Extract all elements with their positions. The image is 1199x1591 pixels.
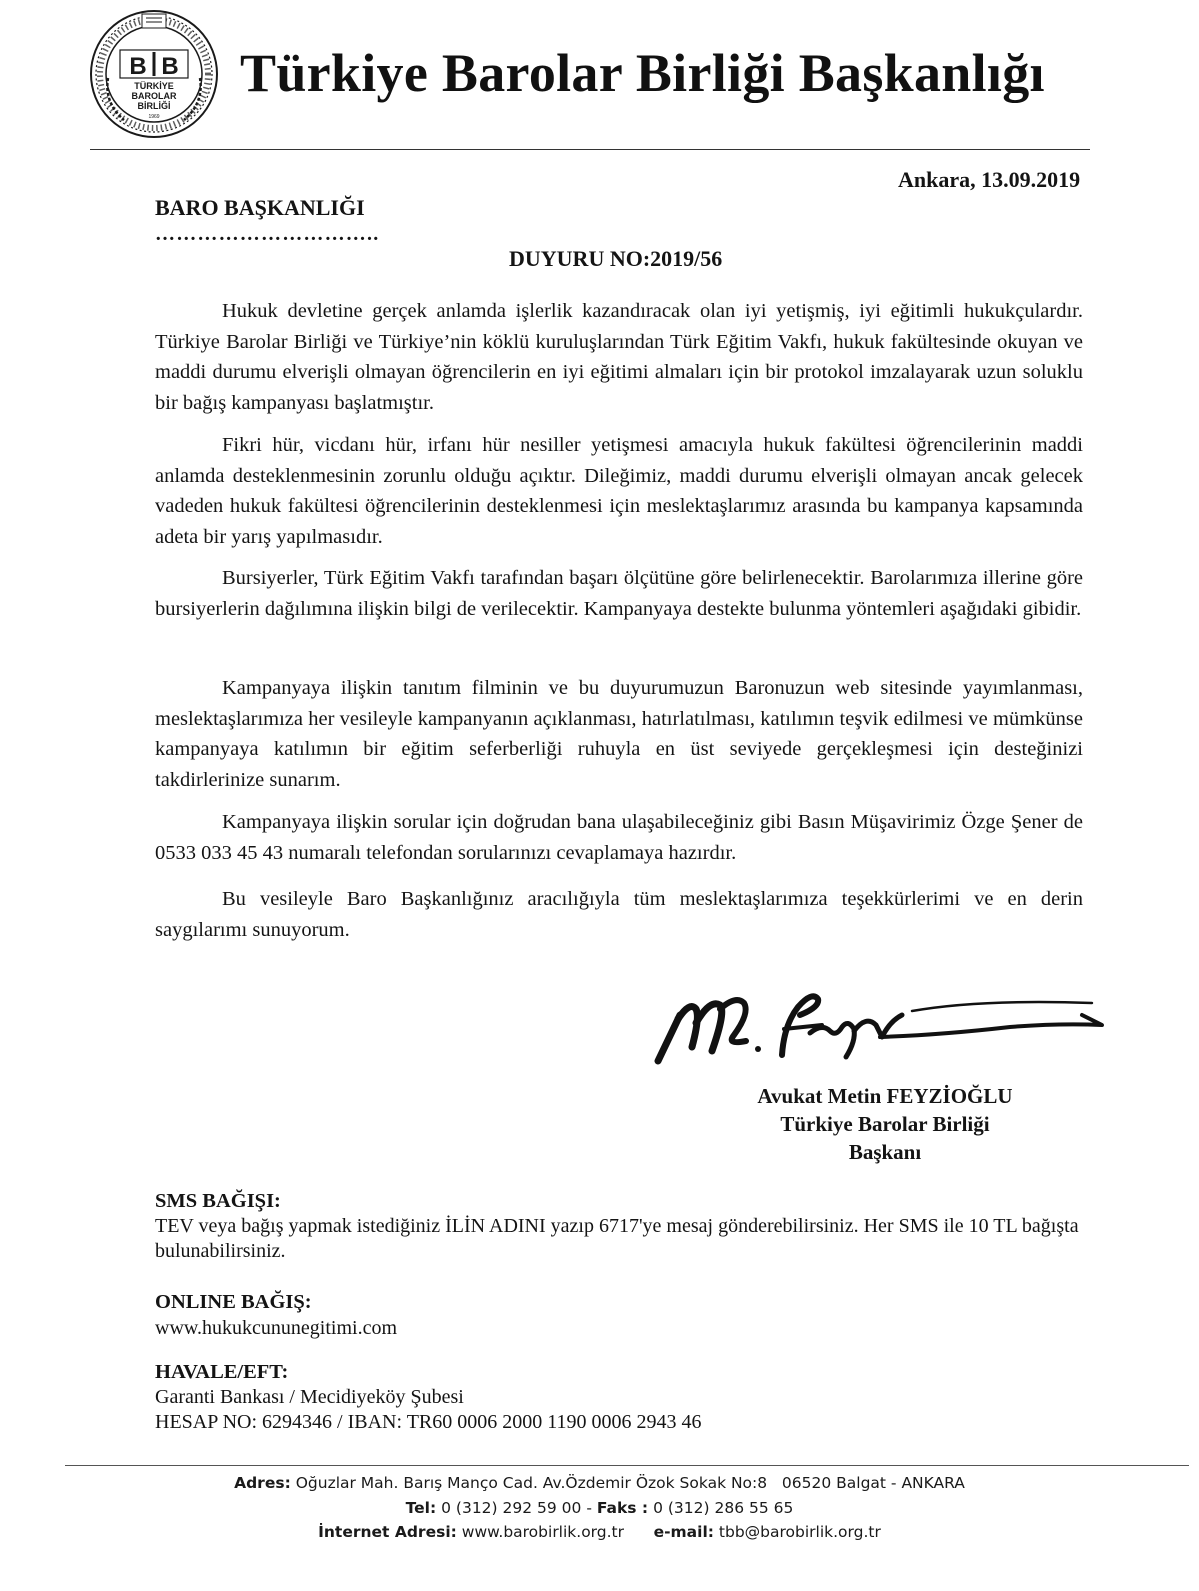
sms-donation-text: TEV veya bağış yapmak istediğiniz İLİN ADINI yazıp 6717'ye mesaj gönderebilirsiniz. Her SMS ile 10 TL bağışta bulunabilirsiniz.	[155, 1215, 1079, 1262]
footer-fax-value: 0 (312) 286 55 65	[653, 1499, 794, 1517]
footer-web-label: İnternet Adresi:	[318, 1523, 457, 1541]
sms-donation-title: SMS BAĞIŞI:	[155, 1190, 281, 1212]
bank-transfer-details	[155, 1385, 702, 1435]
svg-text:B: B	[129, 53, 147, 80]
footer-email-link[interactable]: tbb@barobirlik.org.tr	[718, 1523, 881, 1541]
signature-graphic	[650, 985, 1110, 1070]
notice-number: DUYURU NO:2019/56	[509, 246, 723, 271]
bank-branch: Garanti Bankası / Mecidiyeköy Şubesi	[155, 1386, 464, 1408]
footer-tel-label: Tel:	[405, 1499, 437, 1517]
footer-tel-value: 0 (312) 292 59 00	[441, 1499, 582, 1517]
footer-fax-label: Faks :	[596, 1499, 649, 1517]
footer-address-value: Oğuzlar Mah. Barış Manço Cad. Av.Özdemir Özok Sokak No:8 06520 Balgat - ANKARA	[295, 1474, 965, 1492]
footer-divider	[65, 1465, 1189, 1466]
body-paragraph-4: Kampanyaya ilişkin tanıtım filminin ve bu duyurumuzun Baronuzun web sitesinde yayımlanması, meslektaşlarımıza her vesileyle kampanyanın açıklanması, hatırlatılması, katılımın teşvik edilmesi ve mümkünse kampanyaya katılımın bir eğitim seferberliği ruhuyla en üst seviyede gerçekleşmesi için desteğinizi takdirlerinize sunarım.	[155, 677, 1083, 791]
footer-address	[0, 1474, 1199, 1492]
footer-address-label: Adres:	[234, 1474, 291, 1492]
body-paragraph-6: Bu vesileyle Baro Başkanlığınız aracılığıyla tüm meslektaşlarımıza teşekkürlerimi ve en derin saygılarımı sunuyorum.	[155, 888, 1083, 941]
online-donation-title: ONLINE BAĞIŞ:	[155, 1291, 312, 1313]
seal-year: 1969	[148, 114, 160, 120]
body-paragraph-2: Fikri hür, vicdanı hür, irfanı hür nesiller yetişmesi amacıyla hukuk fakültesi öğrencilerinin maddi anlamda desteklenmesinin zorunlu olduğu açıktır. Dileğimiz, maddi durumu elverişli olmayan ancak gelecek vadeden hukuk fakültesi öğrencilerinin desteklenmesi için meslektaşlarımız arasında bu kampanya kapsamında adeta bir yarış yapılmasıdır.	[155, 434, 1083, 548]
signatory-block	[740, 1082, 1030, 1166]
bank-account-iban: HESAP NO: 6294346 / IBAN: TR60 0006 2000 1190 0006 2943 46	[155, 1411, 702, 1433]
footer-email-label: e-mail:	[653, 1523, 714, 1541]
seal-text-line3: BİRLİĞİ	[137, 101, 171, 111]
seal-graphic	[88, 8, 220, 140]
recipient: BARO BAŞKANLIĞI	[155, 195, 365, 220]
svg-text:B: B	[161, 53, 179, 80]
footer-phone-fax: Tel: 0 (312) 292 59 00 - Faks : 0 (312) 286 55 65	[405, 1499, 794, 1517]
body-paragraph-1: Hukuk devletine gerçek anlamda işlerlik kazandıracak olan iyi yetişmiş, iyi eğitimli hukukçulardır. Türkiye Barolar Birliği ve Türkiye’nin köklü kuruluşlarından Türk Eğitim Vakfı, hukuk fakültesinde okuyan ve maddi durumu elverişli olmayan öğrencilerin en iyi eğitimi almaları için bir protokol imzalayarak uzun soluklu bir bağış kampanyası başlatmıştır.	[155, 300, 1083, 414]
signatory-role: Başkanı	[848, 1140, 922, 1164]
letter-date: Ankara, 13.09.2019	[898, 167, 1081, 192]
seal-text-line2: BAROLAR	[131, 91, 177, 101]
header-divider	[90, 149, 1090, 150]
bank-transfer-title: HAVALE/EFT:	[155, 1361, 289, 1383]
body-paragraph-5: Kampanyaya ilişkin sorular için doğrudan bana ulaşabileceğiniz gibi Basın Müşavirimiz Özge Şener de 0533 033 45 43 numaralı telefondan sorularınızı cevaplamaya hazırdır.	[155, 811, 1083, 864]
handwritten-signature	[650, 985, 1110, 1070]
footer-web-link[interactable]: www.barobirlik.org.tr	[461, 1523, 625, 1541]
seal-text-line1: TÜRKİYE	[134, 81, 174, 91]
tbb-seal-logo	[88, 8, 220, 140]
recipient-placeholder-dots: …………………………..	[155, 223, 380, 245]
online-donation-url[interactable]: www.hukukcununegitimi.com	[155, 1317, 398, 1339]
body-paragraph-3: Bursiyerler, Türk Eğitim Vakfı tarafından başarı ölçütüne göre belirlenecektir. Barolarımıza illerine göre bursiyerlerin dağılımına ilişkin bilgi de verilecektir. Kampanyaya destekte bulunma yöntemleri aşağıdaki gibidir.	[155, 567, 1083, 620]
footer-web-email	[0, 1523, 1199, 1541]
letterhead-title: Türkiye Barolar Birliği Başkanlığı	[240, 43, 1045, 103]
signatory-organization: Türkiye Barolar Birliği	[780, 1112, 990, 1136]
signatory-name: Avukat Metin FEYZİOĞLU	[757, 1084, 1013, 1108]
